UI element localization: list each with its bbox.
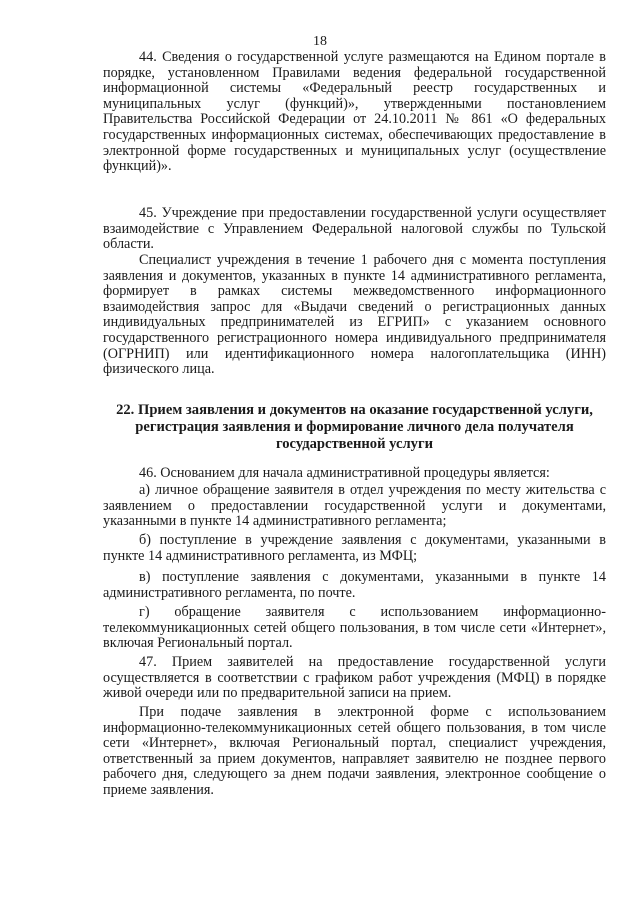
paragraph-46-d: г) обращение заявителя с использованием информационно-телекоммуникационных сетей общего пользования, в том числе сети «Интернет», включая Региональный портал. [103,604,606,652]
paragraph-specialist-request: Специалист учреждения в течение 1 рабочего дня с момента поступления заявления и документов, указанных в пункте 14 административного регламента, формирует в рамках системы межведомственного информационного взаимодействия запрос для «Выдачи сведений о регистрационных данных индивидуальных предпринимателей из ЕГРИП» с указанием основного государственного регистрационного номера индивидуального предпринимателя (ОГРНИП) или идентификационного номера налогоплательщика (ИНН) физического лица. [103,252,606,378]
paragraph-44: 44. Сведения о государственной услуге размещаются на Едином портале в порядке, установленном Правилами ведения федеральной государственной информационной системы «Федеральный реестр государственных и муниципальных услуг (функций)», утвержденными постановлением Правительства Российской Федерации от 24.10.2011 № 861 «О федеральных государственных информационных системах, обеспечивающих предоставление в электронной форме государственных и муниципальных услуг (осуществление функций)». [103,49,606,175]
paragraph-46-c: в) поступление заявления с документами, указанными в пункте 14 административного регламента, по почте. [103,569,606,601]
paragraph-electronic-submission: При подаче заявления в электронной форме с использованием информационно-телекоммуникационных сетей общего пользования, в том числе сети «Интернет», включая Региональный портал, специалист учреждения, ответственный за прием документов, направляет заявителю не позднее первого рабочего дня, следующего за днем подачи заявления, электронное сообщение о приеме заявления. [103,704,606,798]
paragraph-46-b: б) поступление в учреждение заявления с документами, указанными в пункте 14 административного регламента, из МФЦ; [103,532,606,564]
page-number: 18 [313,34,327,49]
paragraph-46-a: а) личное обращение заявителя в отдел учреждения по месту жительства с заявлением о предоставлении государственной услуги и документами, указанными в пункте 14 административного регламента; [103,482,606,530]
paragraph-47: 47. Прием заявителей на предоставление государственной услуги осуществляется в соответствии с графиком работ учреждения (МФЦ) в порядке живой очереди или по предварительной записи на прием. [103,654,606,702]
section-heading-22: 22. Прием заявления и документов на оказание государственной услуги, регистрация заявления и формирование личного дела получателя государственной услуги [116,402,593,452]
paragraph-46: 46. Основанием для начала административной процедуры является: [139,465,550,481]
paragraph-45: 45. Учреждение при предоставлении государственной услуги осуществляет взаимодействие с Управлением Федеральной налоговой службы по Тульской области. [103,205,606,253]
